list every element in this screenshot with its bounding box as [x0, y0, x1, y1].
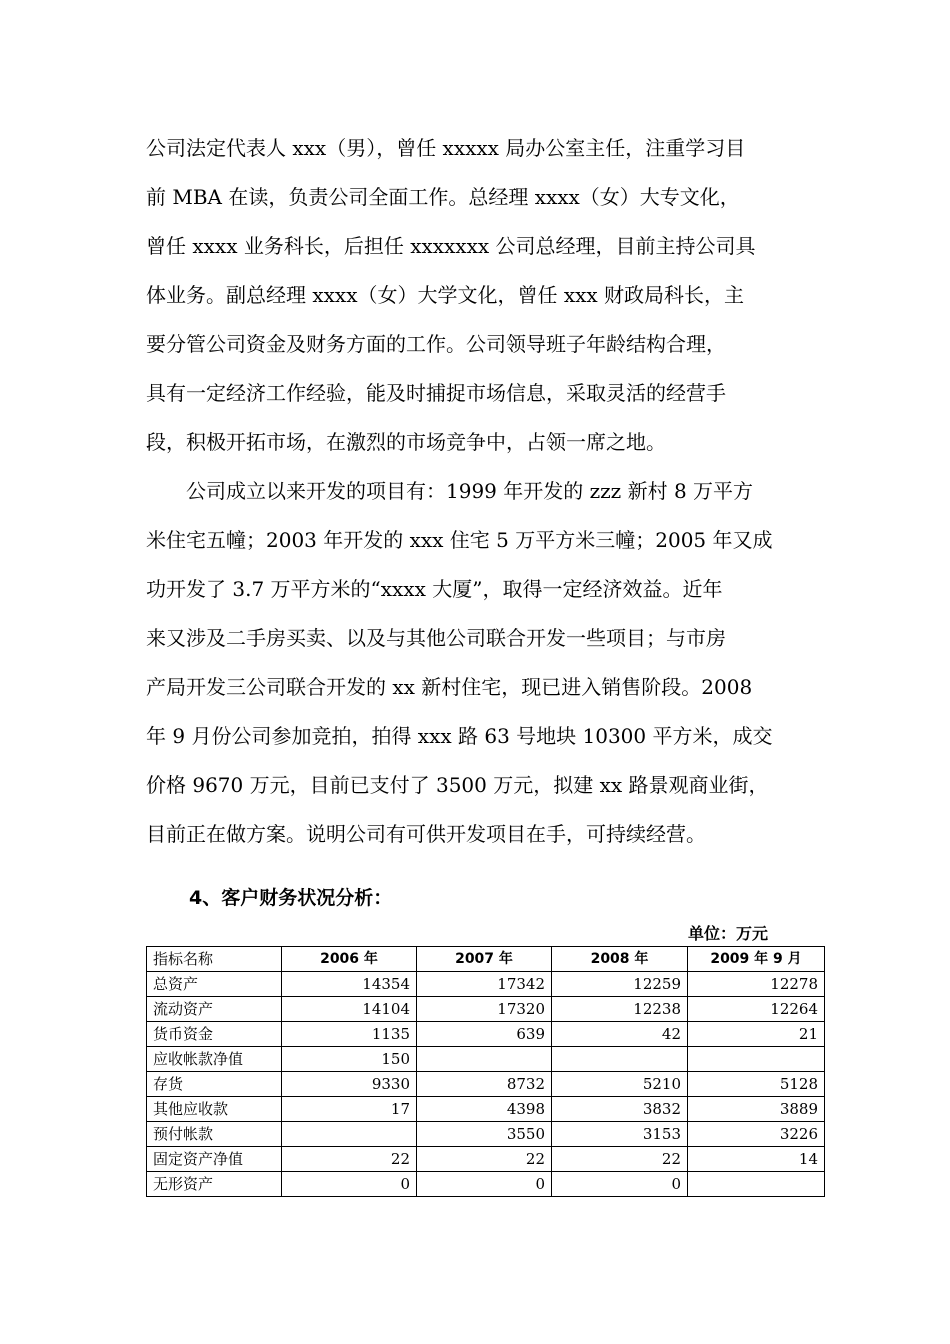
- row-label: 货币资金: [147, 1022, 282, 1047]
- text-line: 前 MBA 在读，负责公司全面工作。总经理 xxxx（女）大专文化，: [146, 185, 740, 209]
- text-line: 米住宅五幢；2003 年开发的 xxx 住宅 5 万平方米三幢；2005 年又成: [146, 528, 773, 552]
- text-line: 具有一定经济工作经验，能及时捕捉市场信息，采取灵活的经营手: [146, 381, 726, 405]
- table-cell: 4398: [417, 1097, 552, 1122]
- table-cell: [688, 1047, 825, 1072]
- table-cell: 12238: [552, 997, 688, 1022]
- table-row: [147, 1072, 825, 1097]
- column-header: 2008 年: [552, 947, 688, 972]
- table-cell: 12278: [688, 972, 825, 997]
- table-cell: 12264: [688, 997, 825, 1022]
- table-cell: 3550: [417, 1122, 552, 1147]
- table-row: [147, 1022, 825, 1047]
- table-row: [147, 1097, 825, 1122]
- table-cell: 0: [417, 1172, 552, 1197]
- column-header: 2006 年: [282, 947, 417, 972]
- column-header: 2009 年 9 月: [688, 947, 825, 972]
- financial-table: [146, 946, 825, 1197]
- table-row: [147, 972, 825, 997]
- table-cell: 17342: [417, 972, 552, 997]
- column-header: 2007 年: [417, 947, 552, 972]
- row-label: 应收帐款净值: [147, 1047, 282, 1072]
- table-cell: 22: [417, 1147, 552, 1172]
- table-cell: 1135: [282, 1022, 417, 1047]
- table-cell: 22: [552, 1147, 688, 1172]
- table-cell: 17: [282, 1097, 417, 1122]
- table-cell: 17320: [417, 997, 552, 1022]
- table-cell: 3226: [688, 1122, 825, 1147]
- table-cell: 3889: [688, 1097, 825, 1122]
- text-line: 产局开发三公司联合开发的 xx 新村住宅，现已进入销售阶段。2008: [146, 675, 753, 699]
- column-header: 指标名称: [147, 947, 282, 972]
- row-label: 总资产: [147, 972, 282, 997]
- text-line: 要分管公司资金及财务方面的工作。公司领导班子年龄结构合理，: [146, 332, 726, 356]
- paragraph-projects: [146, 467, 812, 859]
- text-line: 价格 9670 万元，目前已支付了 3500 万元，拟建 xx 路景观商业街，: [146, 773, 769, 797]
- row-label: 存货: [147, 1072, 282, 1097]
- text-line: 目前正在做方案。说明公司有可供开发项目在手，可持续经营。: [146, 822, 706, 846]
- unit-label: 单位：万元: [688, 924, 769, 943]
- table-cell: [282, 1122, 417, 1147]
- row-label: 流动资产: [147, 997, 282, 1022]
- table-row: [147, 997, 825, 1022]
- table-cell: 150: [282, 1047, 417, 1072]
- table-row: [147, 1047, 825, 1072]
- table-cell: 3153: [552, 1122, 688, 1147]
- table-cell: 14: [688, 1147, 825, 1172]
- text-line: 曾任 xxxx 业务科长，后担任 xxxxxxx 公司总经理，目前主持公司具: [146, 234, 756, 258]
- table-cell: 0: [552, 1172, 688, 1197]
- row-label: 其他应收款: [147, 1097, 282, 1122]
- table-cell: [417, 1047, 552, 1072]
- row-label: 预付帐款: [147, 1122, 282, 1147]
- text-line: 段，积极开拓市场，在激烈的市场竞争中，占领一席之地。: [146, 430, 666, 454]
- table-header-row: [147, 947, 825, 972]
- text-line: 公司法定代表人 xxx（男），曾任 xxxxx 局办公室主任，注重学习目: [146, 136, 746, 160]
- table-cell: [552, 1047, 688, 1072]
- table-cell: 5210: [552, 1072, 688, 1097]
- row-label: 无形资产: [147, 1172, 282, 1197]
- text-line: 体业务。副总经理 xxxx（女）大学文化，曾任 xxx 财政局科长，主: [146, 283, 745, 307]
- table-cell: 8732: [417, 1072, 552, 1097]
- table-cell: [688, 1172, 825, 1197]
- table-row: [147, 1122, 825, 1147]
- table-row: [147, 1147, 825, 1172]
- text-line: 来又涉及二手房买卖、以及与其他公司联合开发一些项目；与市房: [146, 626, 726, 650]
- table-cell: 14354: [282, 972, 417, 997]
- table-row: [147, 1172, 825, 1197]
- row-label: 固定资产净值: [147, 1147, 282, 1172]
- table-cell: 3832: [552, 1097, 688, 1122]
- table-cell: 5128: [688, 1072, 825, 1097]
- text-line: 年 9 月份公司参加竞拍，拍得 xxx 路 63 号地块 10300 平方米，成交: [146, 724, 773, 748]
- table-cell: 42: [552, 1022, 688, 1047]
- text-line: 公司成立以来开发的项目有：1999 年开发的 zzz 新村 8 万平方: [146, 479, 754, 503]
- paragraph-leadership: [146, 124, 812, 467]
- table-cell: 639: [417, 1022, 552, 1047]
- table-cell: 14104: [282, 997, 417, 1022]
- table-cell: 0: [282, 1172, 417, 1197]
- table-cell: 9330: [282, 1072, 417, 1097]
- table-cell: 22: [282, 1147, 417, 1172]
- table-cell: 21: [688, 1022, 825, 1047]
- table-cell: 12259: [552, 972, 688, 997]
- section-heading: 4、客户财务状况分析：: [189, 887, 393, 909]
- text-line: 功开发了 3.7 万平方米的“xxxx 大厦”，取得一定经济效益。近年: [146, 577, 723, 601]
